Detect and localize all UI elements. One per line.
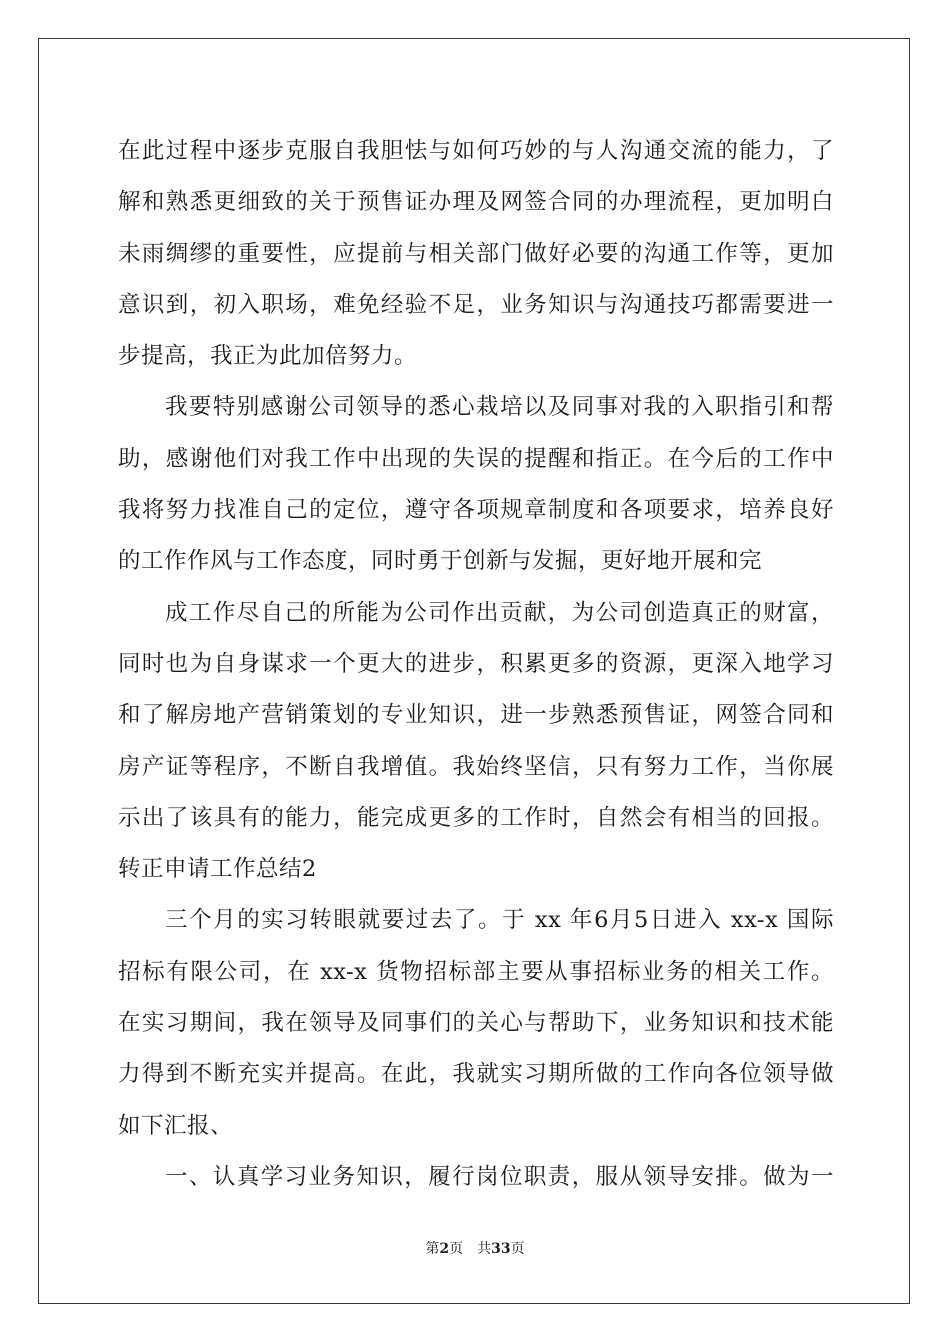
text-line: 成工作尽自己的所能为公司作出贡献，为公司创造真正的财富， <box>165 599 834 626</box>
text-line: 示出了该具有的能力，能完成更多的工作时，自然会有相当的回报。 <box>118 804 834 831</box>
text-line: 未雨绸缪的重要性，应提前与相关部门做好必要的沟通工作等，更加 <box>118 240 834 267</box>
total-unit: 页 <box>510 1241 525 1257</box>
text-line: 招标有限公司，在 xx-x 货物招标部主要从事招标业务的相关工作。 <box>118 958 834 985</box>
page-unit: 页 <box>449 1241 464 1257</box>
page-total: 33 <box>491 1241 511 1257</box>
page-number: 2 <box>439 1241 450 1257</box>
text-line: 的工作作风与工作态度，同时勇于创新与发掘，更好地开展和完 <box>118 548 763 575</box>
text-line: 在此过程中逐步克服自我胆怯与如何巧妙的与人沟通交流的能力，了 <box>118 138 834 164</box>
text-line: 三个月的实习转眼就要过去了。于 xx 年6月5日进入 xx-x 国际 <box>165 907 834 934</box>
document-body <box>118 126 834 1203</box>
text-line: 我要特别感谢公司领导的悉心栽培以及同事对我的入职指引和帮 <box>165 394 834 421</box>
page-footer <box>0 1238 950 1258</box>
section-heading: 转正申请工作总结2 <box>118 856 317 883</box>
text-line: 和了解房地产营销策划的专业知识，进一步熟悉预售证，网签合同和 <box>118 702 834 729</box>
text-line: 一、认真学习业务知识，履行岗位职责，服从领导安排。做为一 <box>165 1163 834 1190</box>
text-line: 房产证等程序，不断自我增值。我始终坚信，只有努力工作，当你展 <box>118 753 834 780</box>
text-line: 意识到，初入职场，难免经验不足，业务知识与沟通技巧都需要进一 <box>118 291 834 318</box>
text-line: 力得到不断充实并提高。在此，我就实习期所做的工作向各位领导做 <box>118 1061 834 1088</box>
text-line: 解和熟悉更细致的关于预售证办理及网签合同的办理流程，更加明白 <box>118 189 834 216</box>
text-line: 我将努力找准自己的定位，遵守各项规章制度和各项要求，培养良好 <box>118 497 834 524</box>
text-line: 如下汇报、 <box>118 1112 234 1139</box>
page-prefix: 第 <box>425 1241 440 1257</box>
total-prefix: 共 <box>477 1241 492 1257</box>
text-line: 步提高，我正为此加倍努力。 <box>118 343 418 370</box>
text-line: 在实习期间，我在领导及同事们的关心与帮助下，业务知识和技术能 <box>118 1010 834 1037</box>
text-line: 同时也为自身谋求一个更大的进步，积累更多的资源，更深入地学习 <box>118 650 834 677</box>
text-line: 助，感谢他们对我工作中出现的失误的提醒和指正。在今后的工作中 <box>118 445 834 472</box>
